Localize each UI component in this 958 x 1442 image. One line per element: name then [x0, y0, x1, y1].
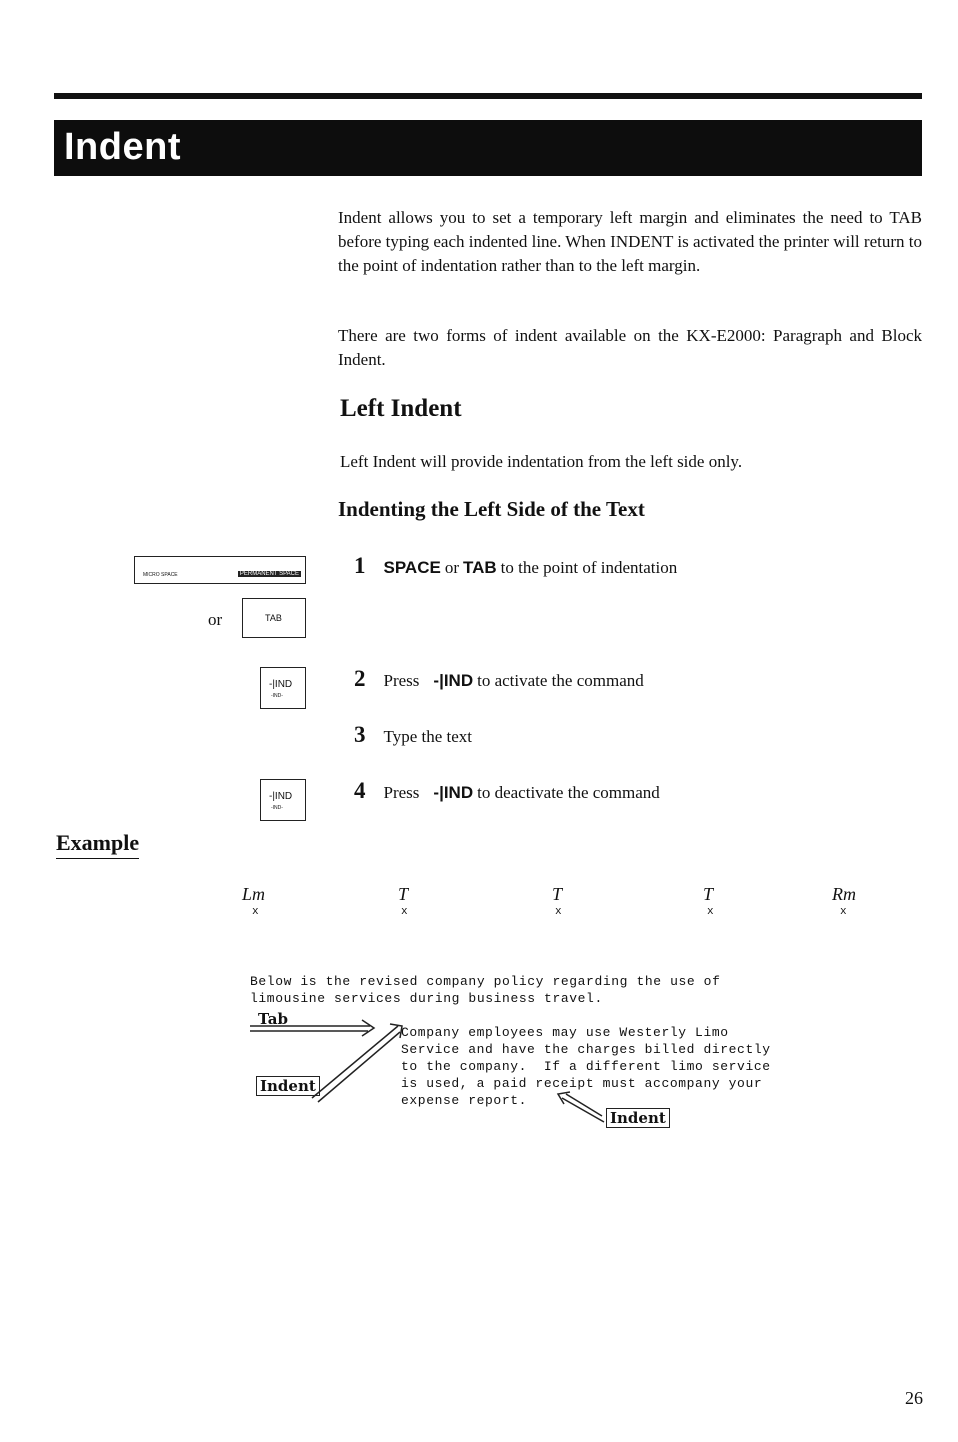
indent-right-arrow-line	[562, 1098, 604, 1122]
ruler-mark: x	[555, 906, 562, 918]
tab-arrow-head	[362, 1020, 374, 1036]
section-banner	[54, 120, 922, 176]
ind-key-name: -|IND	[433, 671, 474, 690]
space-key-illustration	[134, 556, 306, 584]
step-3	[354, 722, 472, 748]
indented-line: expense report.	[401, 1093, 528, 1108]
ruler-right-margin: Rm	[832, 884, 856, 904]
ruler-mark: x	[401, 906, 408, 918]
step-number: 3	[354, 722, 366, 747]
indent-arrow-line	[318, 1032, 400, 1102]
step-text: to deactivate the command	[477, 783, 660, 802]
ruler-mark: x	[707, 906, 714, 918]
top-rule	[54, 93, 922, 99]
step-text: to the point of indentation	[500, 558, 678, 577]
indent-arrow-line	[312, 1026, 398, 1098]
ruler-tab-1: T	[398, 884, 409, 904]
annotation-tab: Tab	[258, 1010, 288, 1028]
micro-space-label: MICRO SPACE	[143, 572, 178, 578]
ruler-tab-2: T	[552, 884, 563, 904]
step-press: Press	[383, 783, 420, 802]
annotation-arrows	[250, 1014, 690, 1134]
step-or: or	[444, 558, 459, 577]
indented-line: is used, a paid receipt must accompany your	[401, 1076, 763, 1091]
example-line-1: Below is the revised company policy regarding the use of	[250, 974, 721, 989]
step-press: Press	[383, 671, 420, 690]
tab-key-label: TAB	[265, 613, 282, 623]
ind-key-label: -|IND	[269, 679, 293, 690]
step-number: 4	[354, 778, 366, 803]
indented-line: Service and have the charges billed directly	[401, 1042, 771, 1057]
step-1	[354, 553, 677, 579]
ind-key-label: -|IND	[269, 791, 293, 802]
permanent-space-label: PERMANENT SPACE	[239, 571, 299, 577]
ruler-left-margin: Lm	[242, 884, 266, 904]
step-number: 1	[354, 553, 366, 578]
step-number: 2	[354, 666, 366, 691]
ruler-mark: x	[252, 906, 259, 918]
indented-line: to the company. If a different limo service	[401, 1059, 771, 1074]
ruler-tab-3: T	[703, 884, 714, 904]
step-2	[354, 666, 644, 692]
page-number: 26	[905, 1388, 923, 1408]
page-title: Indent	[64, 126, 181, 168]
indent-right-arrow-line	[566, 1094, 602, 1116]
intro-paragraph-1: Indent allows you to set a temporary left margin and eliminates the need to TAB before typing each indented line. When INDENT is activated the printer will return to the point of indentation rather than to the left margin.	[338, 208, 922, 275]
example-line-2: limousine services during business travel.	[250, 991, 603, 1006]
ind-key-sublabel: -IND-	[271, 693, 283, 699]
intro-paragraph-2: There are two forms of indent available on the KX-E2000: Paragraph and Block Indent.	[338, 326, 922, 369]
or-label: or	[208, 610, 223, 629]
left-indent-heading: Left Indent	[340, 395, 462, 422]
tab-key-illustration	[242, 598, 306, 638]
tab-key-name: TAB	[462, 558, 497, 577]
ind-key-illustration-activate	[260, 667, 306, 709]
step-4	[354, 778, 660, 804]
ind-key-sublabel: -IND-	[271, 805, 283, 811]
ruler-mark: x	[840, 906, 847, 918]
left-indent-subheading: Indenting the Left Side of the Text	[338, 497, 645, 521]
space-key-name: SPACE	[383, 558, 441, 577]
ind-key-illustration-deactivate	[260, 779, 306, 821]
step-text: Type the text	[383, 727, 473, 746]
annotation-indent-left: Indent	[256, 1076, 320, 1096]
ind-key-name: -|IND	[433, 783, 474, 802]
annotation-indent-right: Indent	[606, 1108, 670, 1128]
left-indent-description: Left Indent will provide indentation from the left side only.	[340, 452, 743, 471]
indented-line: Company employees may use Westerly Limo	[401, 1025, 729, 1040]
step-text: to activate the command	[477, 671, 644, 690]
example-label: Example	[56, 830, 139, 859]
